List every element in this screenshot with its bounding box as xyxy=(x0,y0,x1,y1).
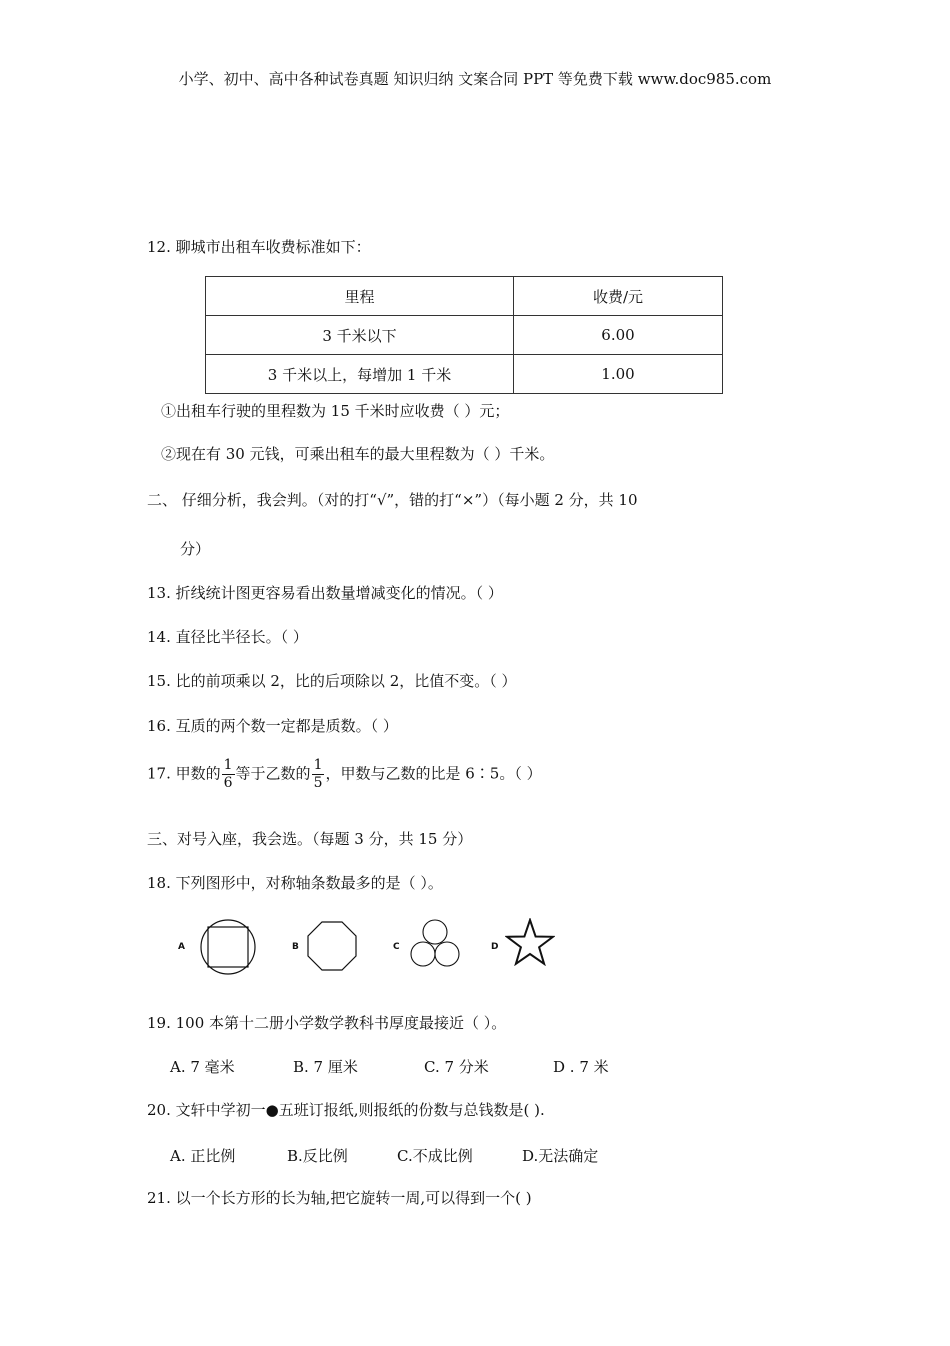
table-row xyxy=(206,355,723,394)
table-header-cell: 收费/元 xyxy=(514,277,723,316)
table-cell: 3 千米以上，每增加 1 千米 xyxy=(206,355,514,394)
fraction-numerator: 1 xyxy=(223,757,233,773)
table-cell: 1.00 xyxy=(514,355,723,394)
section-2-heading-cont: 分） xyxy=(180,540,211,558)
question-20-option-c: C.不成比例 xyxy=(397,1147,473,1165)
question-19-option-c: C. 7 分米 xyxy=(424,1058,489,1076)
question-20-option-d: D.无法确定 xyxy=(522,1147,599,1165)
circle-with-square-figure xyxy=(198,918,258,976)
question-19-option-b: B. 7 厘米 xyxy=(293,1058,358,1076)
option-label-a: A xyxy=(178,942,185,952)
question-17-mid: 等于乙数的 xyxy=(235,764,311,783)
question-19-option-d: D . 7 米 xyxy=(553,1058,609,1076)
question-17 xyxy=(147,757,542,792)
table-header-cell: 里程 xyxy=(206,277,514,316)
question-13: 13. 折线统计图更容易看出数量增减变化的情况。（ ） xyxy=(147,584,503,602)
question-12-title: 12. 聊城市出租车收费标准如下： xyxy=(147,238,371,256)
section-2-heading: 二、 仔细分析，我会判。（对的打“√”，错的打“×”）（每小题 2 分，共 10 xyxy=(147,491,638,509)
question-12-sub2: ②现在有 30 元钱，可乘出租车的最大里程数为（ ）千米。 xyxy=(161,445,555,463)
fraction-denominator: 6 xyxy=(223,775,233,791)
question-20: 20. 文轩中学初一●五班订报纸,则报纸的份数与总钱数是( ). xyxy=(147,1101,545,1119)
fraction-numerator: 1 xyxy=(313,757,323,773)
star-icon xyxy=(505,918,555,966)
question-20-option-a: A. 正比例 xyxy=(170,1147,236,1165)
octagon-figure xyxy=(306,920,358,972)
question-16: 16. 互质的两个数一定都是质数。（ ） xyxy=(147,717,398,735)
page-header: 小学、初中、高中各种试卷真题 知识归纳 文案合同 PPT 等免费下载 www.doc985.com xyxy=(178,70,772,88)
option-label-b: B xyxy=(292,942,299,952)
fraction-denominator: 5 xyxy=(313,775,323,791)
table-row xyxy=(206,316,723,355)
table-cell: 3 千米以下 xyxy=(206,316,514,355)
table-cell: 6.00 xyxy=(514,316,723,355)
fraction-one-sixth xyxy=(222,757,235,792)
option-label-d: D xyxy=(491,942,499,952)
question-12-sub1: ①出租车行驶的里程数为 15 千米时应收费（ ）元； xyxy=(161,402,510,420)
section-3-heading: 三、对号入座，我会选。（每题 3 分，共 15 分） xyxy=(147,830,473,848)
question-17-suffix: ，甲数与乙数的比是 6∶5。（ ） xyxy=(325,764,542,783)
question-19-option-a: A. 7 毫米 xyxy=(170,1058,235,1076)
question-19: 19. 100 本第十二册小学数学教科书厚度最接近（ ）。 xyxy=(147,1014,507,1032)
question-18: 18. 下列图形中，对称轴条数最多的是（ ）。 xyxy=(147,874,443,892)
question-20-option-b: B.反比例 xyxy=(287,1147,348,1165)
three-circles-figure xyxy=(408,918,462,968)
question-21: 21. 以一个长方形的长为轴,把它旋转一周,可以得到一个( ) xyxy=(147,1189,532,1207)
question-15: 15. 比的前项乘以 2，比的后项除以 2，比值不变。（ ） xyxy=(147,672,517,690)
question-17-prefix: 17. 甲数的 xyxy=(147,764,221,783)
taxi-fee-table xyxy=(205,276,723,394)
option-label-c: C xyxy=(393,942,400,952)
table-header-row xyxy=(206,277,723,316)
fraction-one-fifth xyxy=(312,757,325,792)
question-14: 14. 直径比半径长。（ ） xyxy=(147,628,308,646)
